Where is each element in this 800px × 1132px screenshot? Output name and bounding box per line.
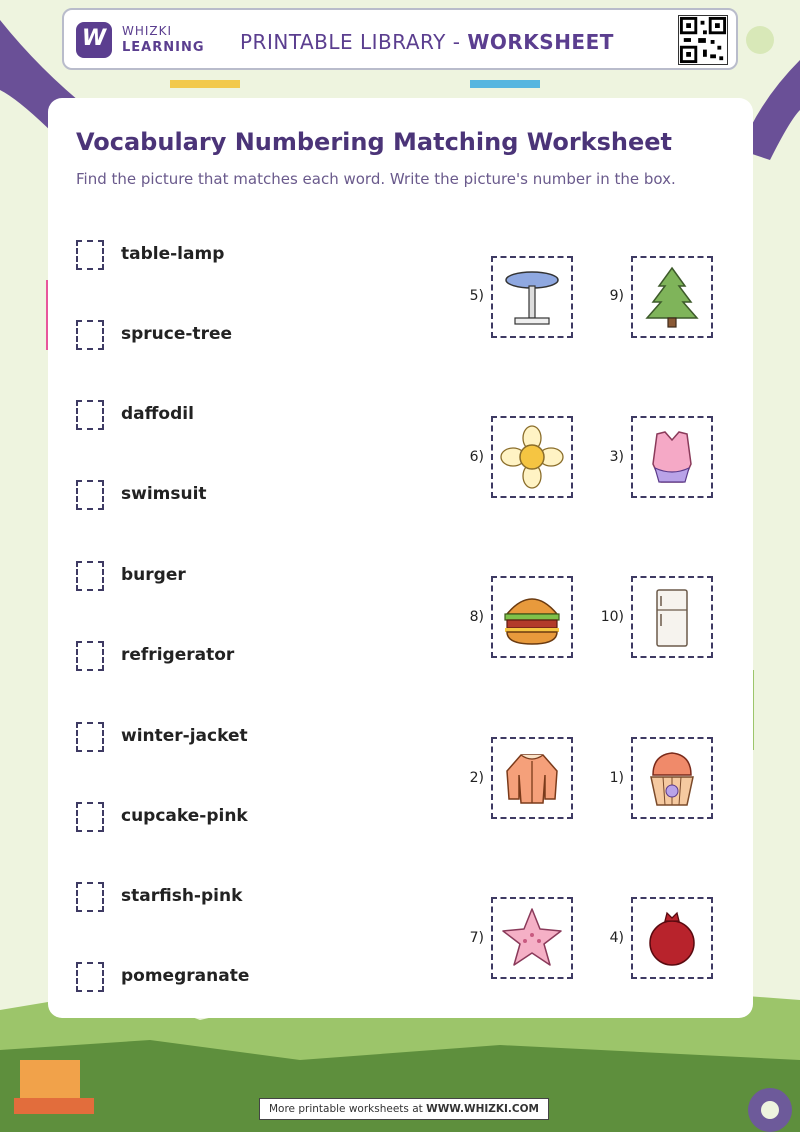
pomegranate-icon [639, 905, 705, 971]
word-label: cupcake-pink [121, 806, 248, 826]
site-header [62, 8, 738, 70]
footer-bar [259, 1098, 549, 1120]
picture-box [491, 416, 573, 498]
footer-link[interactable]: WWW.WHIZKI.COM [426, 1103, 539, 1115]
starfish-icon [499, 905, 565, 971]
brand-name-top: WHIZKI [122, 24, 173, 38]
word-label: spruce-tree [121, 324, 233, 344]
whizki-logo[interactable] [76, 22, 112, 58]
picture-box [631, 897, 713, 979]
header-title [240, 30, 614, 54]
swimsuit-icon [639, 424, 705, 490]
word-label: burger [121, 565, 186, 585]
picture-number: 10) [600, 609, 624, 625]
worksheet-instructions: Find the picture that matches each word. Write the picture's number in the box. [76, 170, 676, 188]
picture-number: 6) [469, 449, 484, 465]
picture-number: 1) [609, 770, 624, 786]
answer-box[interactable] [76, 240, 104, 270]
picture-box [491, 897, 573, 979]
picture-box [491, 576, 573, 658]
picture-number: 2) [469, 770, 484, 786]
header-title-strong: WORKSHEET [467, 30, 614, 54]
worksheet-card [48, 98, 753, 1018]
answer-box[interactable] [76, 320, 104, 350]
answer-box[interactable] [76, 561, 104, 591]
picture-number: 3) [609, 449, 624, 465]
word-label: swimsuit [121, 484, 207, 504]
worksheet-title: Vocabulary Numbering Matching Worksheet [76, 128, 673, 156]
picture-number: 9) [609, 288, 624, 304]
answer-box[interactable] [76, 882, 104, 912]
picture-number: 5) [469, 288, 484, 304]
picture-box [491, 256, 573, 338]
word-label: refrigerator [121, 645, 235, 665]
word-label: daffodil [121, 404, 194, 424]
footer-text: More printable worksheets at [268, 1103, 427, 1115]
table-lamp-icon [499, 264, 565, 330]
answer-box[interactable] [76, 802, 104, 832]
logo-letter: W [81, 26, 107, 51]
picture-number: 8) [469, 609, 484, 625]
word-label: starfish-pink [121, 886, 243, 906]
brand-name-bottom: LEARNING [122, 40, 205, 55]
daffodil-icon [499, 424, 565, 490]
picture-box [631, 416, 713, 498]
picture-number: 4) [609, 930, 624, 946]
word-label: pomegranate [121, 966, 250, 986]
winter-jacket-icon [499, 745, 565, 811]
word-label: winter-jacket [121, 726, 248, 746]
answer-box[interactable] [76, 480, 104, 510]
answer-box[interactable] [76, 400, 104, 430]
qr-code-icon[interactable] [678, 15, 728, 65]
answer-box[interactable] [76, 641, 104, 671]
word-label: table-lamp [121, 244, 225, 264]
picture-box [631, 576, 713, 658]
picture-box [491, 737, 573, 819]
spruce-tree-icon [639, 264, 705, 330]
refrigerator-icon [639, 584, 705, 650]
answer-box[interactable] [76, 962, 104, 992]
picture-number: 7) [469, 930, 484, 946]
picture-box [631, 737, 713, 819]
picture-box [631, 256, 713, 338]
cupcake-icon [639, 745, 705, 811]
answer-box[interactable] [76, 722, 104, 752]
header-title-prefix: PRINTABLE LIBRARY - [240, 30, 468, 54]
burger-icon [499, 584, 565, 650]
